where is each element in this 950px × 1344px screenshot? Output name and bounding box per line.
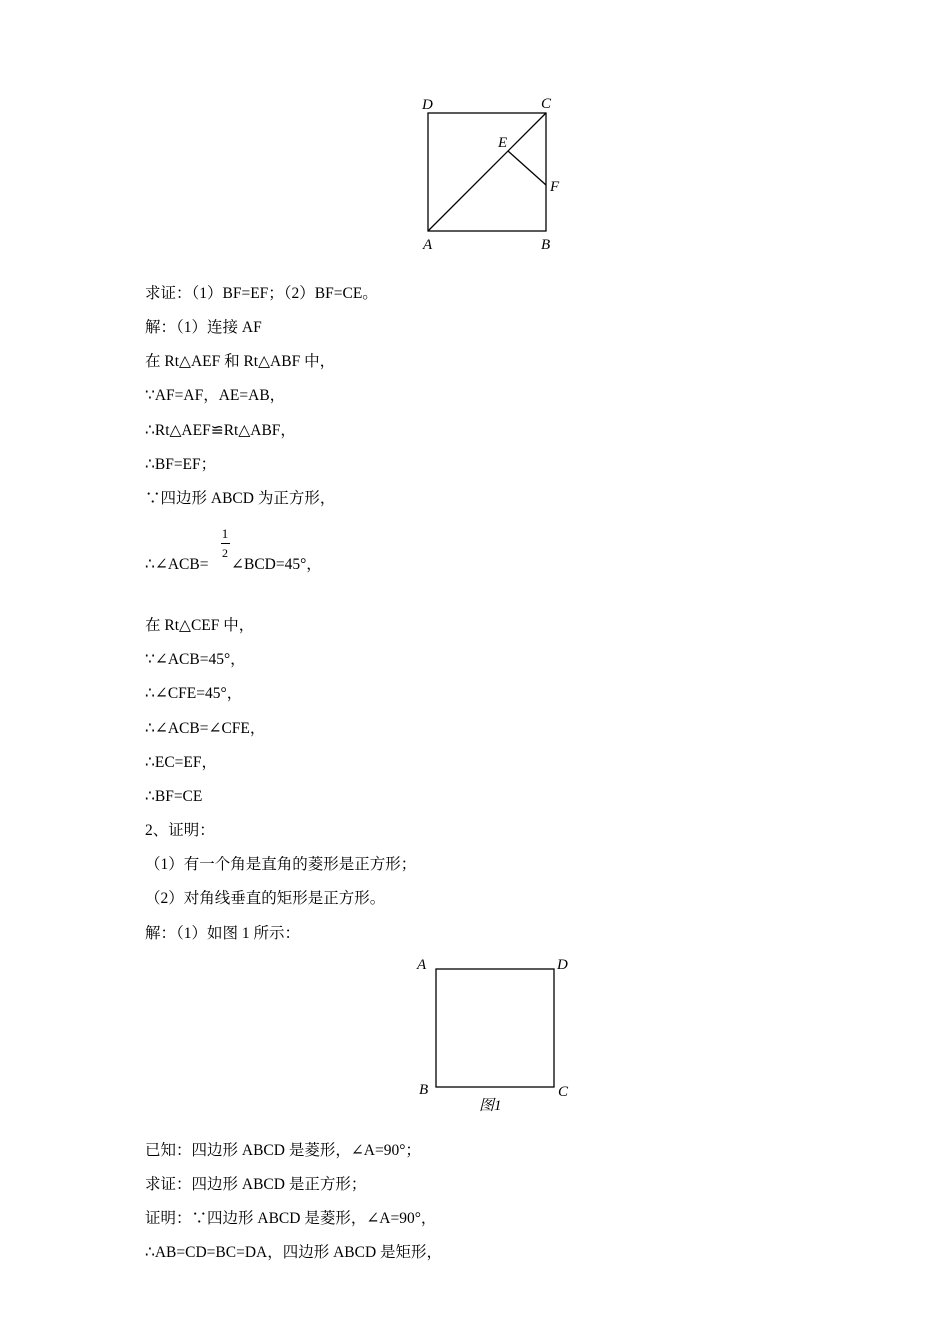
figure-square-diagonal <box>410 90 570 260</box>
text-line: ∴∠ACB=∠CFE， <box>145 720 266 737</box>
text-line: 求证：（1）BF=EF；（2）BF=CE。 <box>145 285 378 302</box>
text-line: 在 Rt△CEF 中， <box>145 617 255 634</box>
text-line-with-fraction-suffix: ∠BCD=45°， <box>231 556 322 573</box>
text-line: ∵AF=AF，AE=AB， <box>145 387 286 404</box>
text-line: 解：（1）如图 1 所示： <box>145 925 301 942</box>
label-c: C <box>541 96 552 112</box>
label-b: B <box>419 1082 429 1098</box>
text-line: ∴EC=EF， <box>145 754 217 771</box>
label-d: D <box>557 957 568 973</box>
fraction-bar <box>221 543 230 544</box>
text-line: ∴BF=CE <box>145 788 203 805</box>
segment-ef <box>508 151 546 185</box>
text-line: 证明：∵四边形 ABCD 是菱形，∠A=90°， <box>145 1210 437 1227</box>
label-a: A <box>417 957 427 973</box>
text-line: ∴Rt△AEF≌Rt△ABF， <box>145 422 296 439</box>
text-line: 求证：四边形 ABCD 是正方形； <box>145 1176 367 1193</box>
text-line: ∴∠CFE=45°， <box>145 685 243 702</box>
label-a: A <box>423 237 433 253</box>
figure-square-abcd <box>410 950 580 1100</box>
text-line: ∵四边形 ABCD 为正方形， <box>145 490 336 507</box>
fraction-numerator: 1 <box>221 526 229 541</box>
diagonal-ac <box>428 113 546 231</box>
figure-caption: 图1 <box>479 1098 502 1114</box>
text-line: （2）对角线垂直的矩形是正方形。 <box>145 890 386 907</box>
label-b: B <box>541 237 551 253</box>
text-line: 解：（1）连接 AF <box>145 319 262 336</box>
text-line: 已知：四边形 ABCD 是菱形，∠A=90°； <box>145 1142 421 1159</box>
label-c: C <box>558 1084 569 1100</box>
text-line: ∴AB=CD=BC=DA，四边形 ABCD 是矩形， <box>145 1244 443 1261</box>
square-abcd-2 <box>436 969 554 1087</box>
text-line: 2、证明： <box>145 822 215 839</box>
fraction-one-half <box>220 526 230 561</box>
fraction-denominator: 2 <box>222 546 228 560</box>
text-line: 在 Rt△AEF 和 Rt△ABF 中， <box>145 353 336 370</box>
label-d: D <box>422 97 433 113</box>
label-f: F <box>550 179 560 195</box>
text-line: （1）有一个角是直角的菱形是正方形； <box>145 856 417 873</box>
text-line-with-fraction-prefix: ∴∠ACB= <box>145 556 209 573</box>
text-line: ∵∠ACB=45°， <box>145 651 246 668</box>
label-e: E <box>498 135 508 151</box>
text-line: ∴BF=EF； <box>145 456 217 473</box>
